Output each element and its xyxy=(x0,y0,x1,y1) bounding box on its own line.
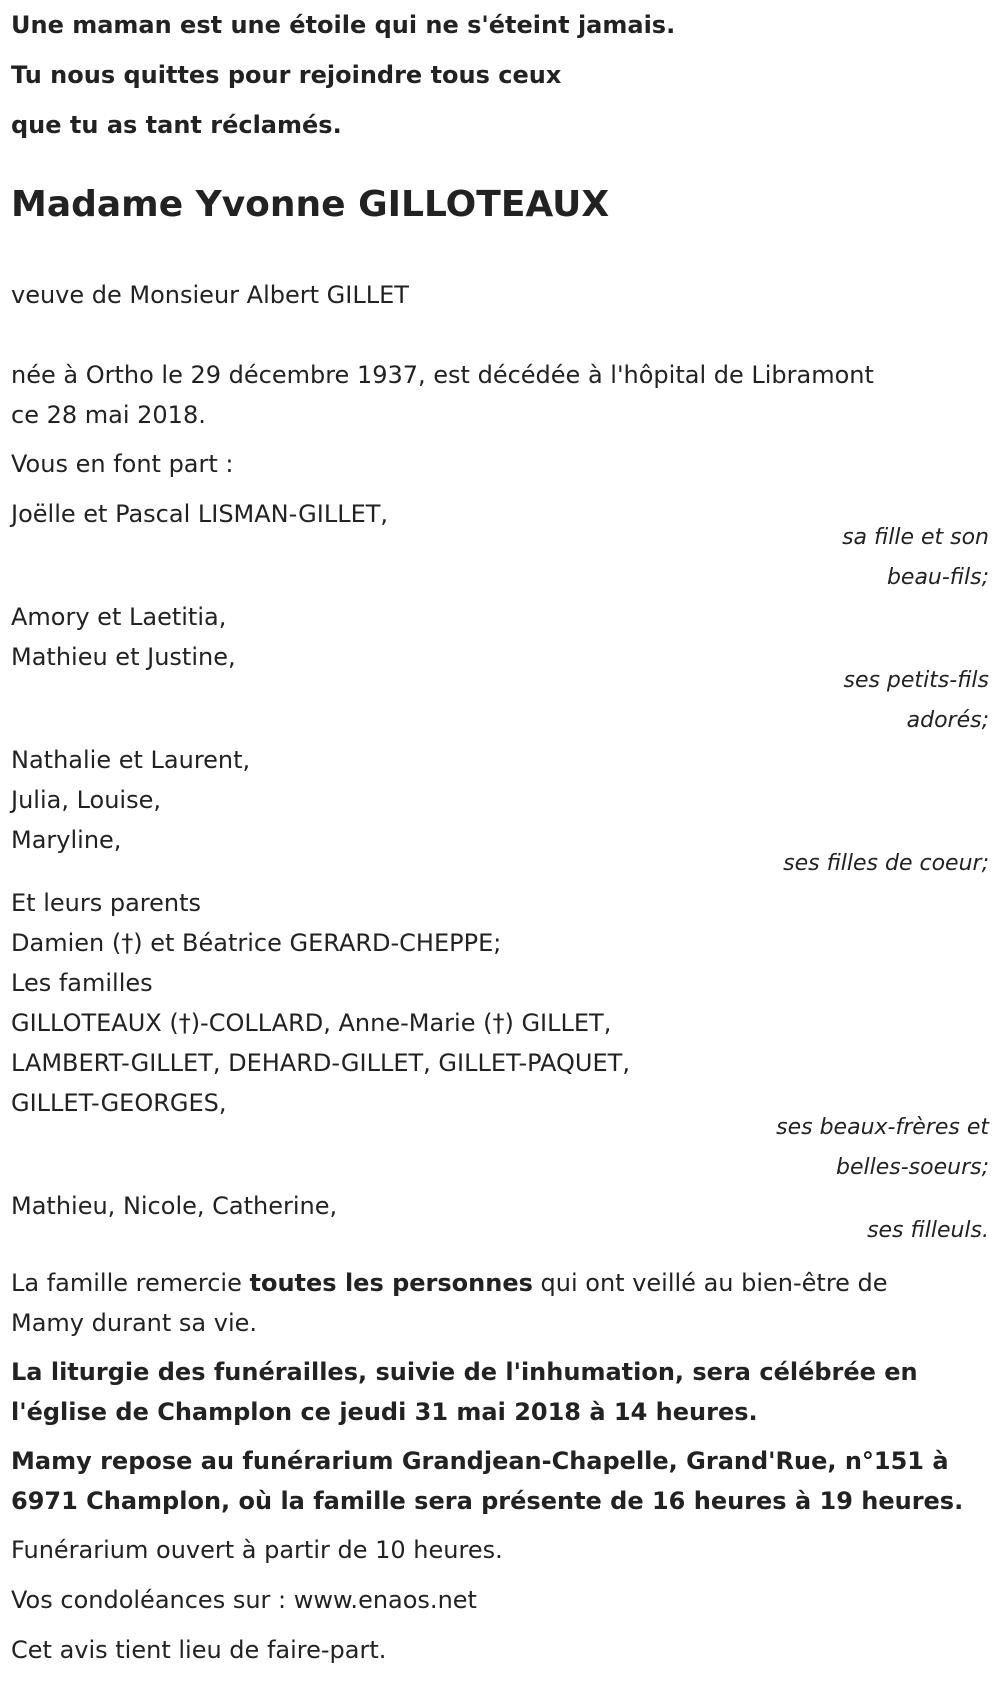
family-name-line: Amory et Laetitia, xyxy=(11,603,227,631)
family-relation-line: ses petits-fils xyxy=(843,668,989,693)
announce-text: Vous en font part : xyxy=(11,450,234,478)
notice-text: Cet avis tient lieu de faire-part. xyxy=(11,1636,387,1664)
quote-line-2: Tu nous quittes pour rejoindre tous ceux xyxy=(11,61,562,89)
family-name-line: GILLOTEAUX (†)-COLLARD, Anne-Marie (†) GILLET, xyxy=(11,1009,612,1037)
family-name-line: Mathieu, Nicole, Catherine, xyxy=(11,1192,338,1220)
family-name-line: Les familles xyxy=(11,969,153,997)
family-name-line: Julia, Louise, xyxy=(11,786,161,814)
family-name-line: Maryline, xyxy=(11,826,122,854)
thanks-line-2: Mamy durant sa vie. xyxy=(11,1309,257,1337)
family-name-line: LAMBERT-GILLET, DEHARD-GILLET, GILLET-PAQUET, xyxy=(11,1049,630,1077)
condolences-text: Vos condoléances sur : www.enaos.net xyxy=(11,1586,477,1614)
funeral-line-1: La liturgie des funérailles, suivie de l'inhumation, sera célébrée en xyxy=(11,1358,918,1386)
family-relation-line: ses beaux-frères et xyxy=(776,1115,989,1140)
widow-of-text: veuve de Monsieur Albert GILLET xyxy=(11,281,409,309)
opening-hours-text: Funérarium ouvert à partir de 10 heures. xyxy=(11,1536,503,1564)
family-name-line: GILLET-GEORGES, xyxy=(11,1089,227,1117)
rest-line-1: Mamy repose au funérarium Grandjean-Chapelle, Grand'Rue, n°151 à xyxy=(11,1447,949,1475)
family-relation-line: ses filleuls. xyxy=(867,1218,989,1243)
quote-line-3: que tu as tant réclamés. xyxy=(11,111,342,139)
thanks-bold: toutes les personnes xyxy=(249,1269,533,1297)
deceased-name-title: Madame Yvonne GILLOTEAUX xyxy=(11,184,610,225)
birth-death-line-1: née à Ortho le 29 décembre 1937, est décédée à l'hôpital de Libramont xyxy=(11,361,874,389)
family-name-line: Joëlle et Pascal LISMAN-GILLET, xyxy=(11,500,389,528)
family-relation-line: adorés; xyxy=(906,708,989,733)
family-name-line: Damien (†) et Béatrice GERARD-CHEPPE; xyxy=(11,929,502,957)
family-name-line: Mathieu et Justine, xyxy=(11,643,236,671)
rest-line-2: 6971 Champlon, où la famille sera présente de 16 heures à 19 heures. xyxy=(11,1487,964,1515)
quote-line-1: Une maman est une étoile qui ne s'éteint jamais. xyxy=(11,11,676,39)
funeral-line-2: l'église de Champlon ce jeudi 31 mai 2018 à 14 heures. xyxy=(11,1398,758,1426)
family-relation-line: beau-fils; xyxy=(886,565,989,590)
birth-death-line-2: ce 28 mai 2018. xyxy=(11,401,206,429)
family-name-line: Et leurs parents xyxy=(11,889,202,917)
family-relation-line: ses filles de coeur; xyxy=(783,851,989,876)
family-relation-line: belles-soeurs; xyxy=(836,1155,989,1180)
thanks-line-1 xyxy=(11,1263,888,1303)
thanks-post: qui ont veillé au bien-être de xyxy=(532,1269,888,1297)
thanks-pre: La famille remercie xyxy=(11,1269,250,1297)
family-relation-line: sa fille et son xyxy=(842,525,989,550)
family-name-line: Nathalie et Laurent, xyxy=(11,746,251,774)
